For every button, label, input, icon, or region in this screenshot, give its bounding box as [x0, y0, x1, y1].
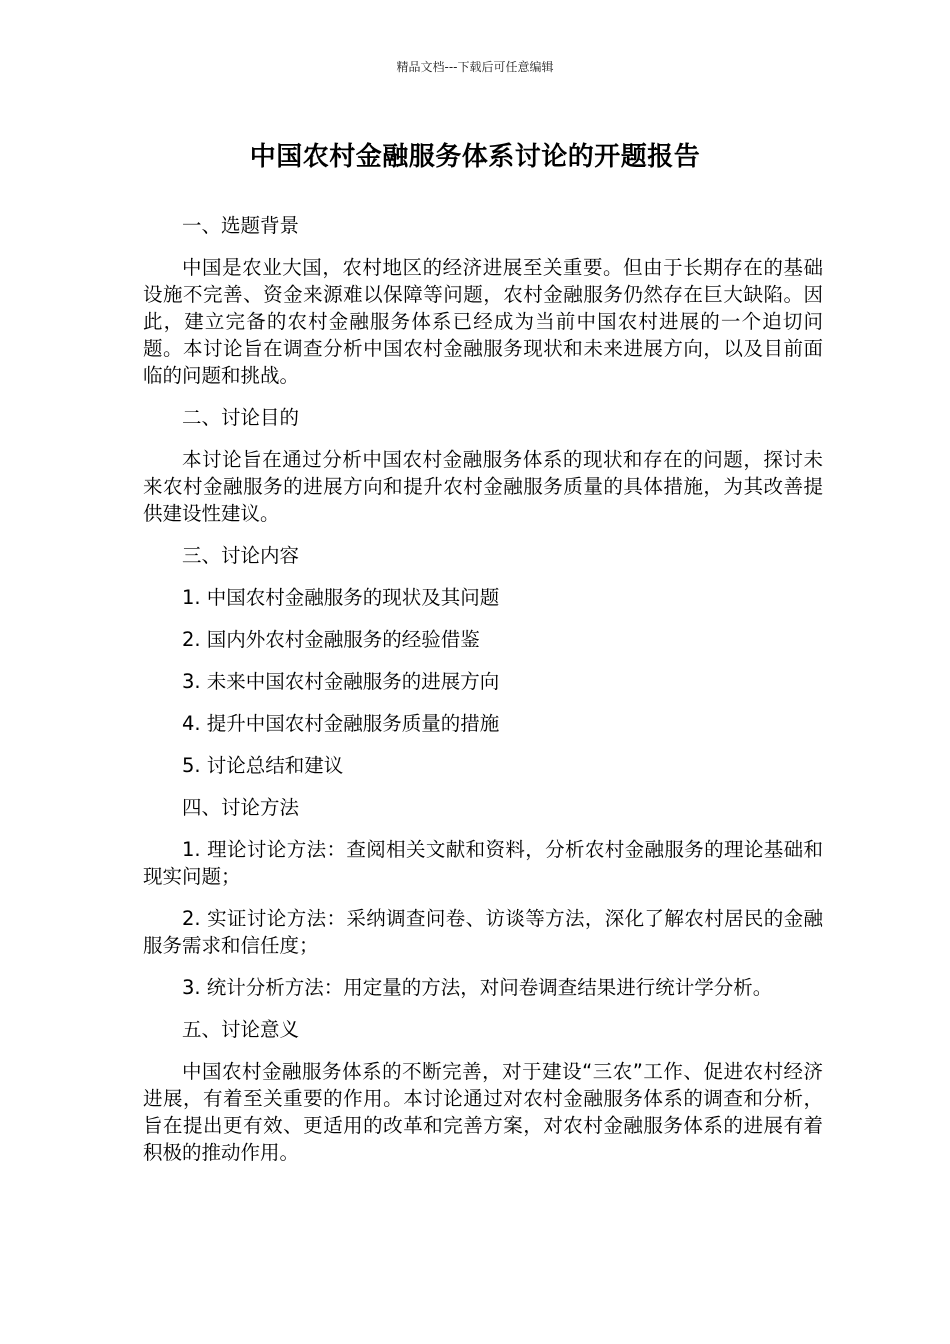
paragraph-significance: 中国农村金融服务体系的不断完善，对于建设“三农”工作、促进农村经济进展，有着至关重要的作用。本讨论通过对农村金融服务体系的调查和分析，旨在提出更有效、更适用的改革和完善方案，对农村金融服务体系的进展有着积极的推动作用。 [143, 1060, 823, 1164]
list-item-content-5: 5. 讨论总结和建议 [182, 754, 344, 777]
document-body [143, 212, 823, 1181]
list-item-content-2: 2. 国内外农村金融服务的经验借鉴 [182, 628, 480, 651]
list-item-content-1: 1. 中国农村金融服务的现状及其问题 [182, 586, 500, 609]
section-heading-content: 三、讨论内容 [182, 544, 300, 567]
document-title: 中国农村金融服务体系讨论的开题报告 [249, 142, 701, 172]
header-note: 精品文档---下载后可任意编辑 [396, 60, 554, 74]
section-heading-method: 四、讨论方法 [182, 796, 300, 819]
list-item-content-3: 3. 未来中国农村金融服务的进展方向 [182, 670, 500, 693]
paragraph-background: 中国是农业大国，农村地区的经济进展至关重要。但由于长期存在的基础设施不完善、资金来源难以保障等问题，农村金融服务仍然存在巨大缺陷。因此，建立完备的农村金融服务体系已经成为当前中国农村进展的一个迫切问题。本讨论旨在调查分析中国农村金融服务现状和未来进展方向，以及目前面临的问题和挑战。 [143, 256, 823, 387]
list-item-method-1: 1. 理论讨论方法：查阅相关文献和资料，分析农村金融服务的理论基础和现实问题； [143, 838, 823, 888]
list-item-method-3: 3. 统计分析方法：用定量的方法，对问卷调查结果进行统计学分析。 [182, 976, 773, 999]
section-heading-significance: 五、讨论意义 [182, 1018, 300, 1041]
section-heading-background: 一、选题背景 [182, 214, 300, 237]
list-item-method-2: 2. 实证讨论方法：采纳调查问卷、访谈等方法，深化了解农村居民的金融服务需求和信任度； [143, 907, 823, 957]
paragraph-purpose: 本讨论旨在通过分析中国农村金融服务体系的现状和存在的问题，探讨未来农村金融服务的进展方向和提升农村金融服务质量的具体措施，为其改善提供建设性建议。 [143, 448, 823, 525]
section-heading-purpose: 二、讨论目的 [182, 406, 300, 429]
list-item-content-4: 4. 提升中国农村金融服务质量的措施 [182, 712, 500, 735]
